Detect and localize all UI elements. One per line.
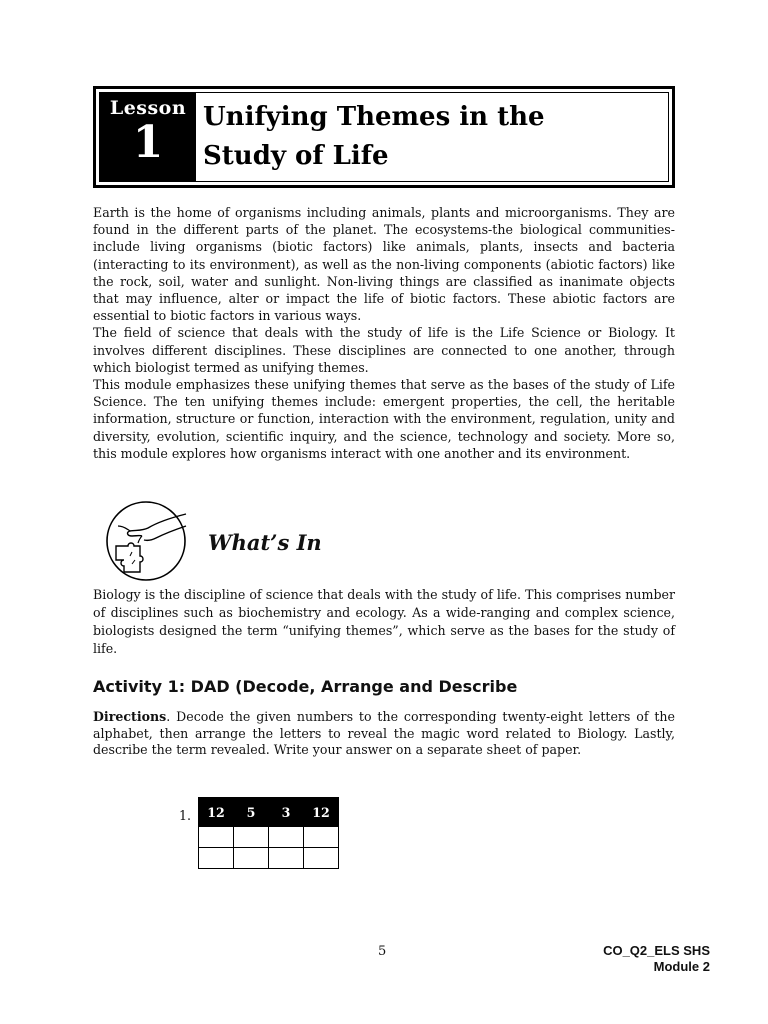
code-row — [199, 798, 339, 827]
answer-cell[interactable] — [269, 827, 304, 848]
directions-paragraph — [93, 709, 675, 759]
lesson-label: Lesson — [109, 97, 187, 119]
answer-cell[interactable] — [304, 848, 339, 869]
intro-section — [93, 204, 675, 462]
directions-text: . Decode the given numbers to the corresponding twenty-eight letters of the alphabet, then arrange the letters to reveal the magic word related to Biology. Lastly, describe the term revealed. Write your answer on a separate sheet of paper. — [93, 709, 675, 757]
directions — [93, 709, 675, 759]
whats-in-heading: What’s In — [208, 530, 322, 555]
code-cell: 3 — [269, 798, 304, 827]
hand-puzzle-icon — [102, 500, 194, 582]
intro-paragraph: This module emphasizes these unifying themes that serve as the bases of the study of Life Science. The ten unifying themes include: emergent properties, the cell, the heritable information, structure or function, interaction with the environment, regulation, unity and diversity, evolution, scientific inquiry, and the science, technology and society. More so, this module explores how organisms interact with one another and its environment. — [93, 377, 675, 461]
lesson-title-line-1: Unifying Themes in the — [203, 102, 545, 132]
item-number: 1. — [179, 808, 192, 823]
decode-table — [198, 797, 339, 869]
code-cell: 12 — [199, 798, 234, 827]
lesson-title-line-2: Study of Life — [203, 141, 389, 171]
module-code — [603, 943, 710, 975]
whats-in-paragraph: Biology is the discipline of science that deals with the study of life. This comprises number of disciplines such as biochemistry and ecology. As a wide-ranging and complex science, biologists designed the term “unifying themes”, which serve as the bases for the study of life. — [93, 587, 675, 656]
intro-paragraph: Earth is the home of organisms including animals, plants and microorganisms. They are found in the different parts of the planet. The ecosystems-the biological communities- include living organisms (biotic factors) like animals, plants, insects and bacteria (interacting to its environment), as well as the non-living components (abiotic factors) like the rock, soil, water and sunlight. Non-living things are classified as inanimate objects that may influence, alter or impact the life of biotic factors. These abiotic factors are essential to biotic factors in various ways. — [93, 205, 675, 324]
page-number: 5 — [378, 944, 387, 959]
code-cell: 12 — [304, 798, 339, 827]
answer-cell[interactable] — [304, 827, 339, 848]
module-code-line-2: Module 2 — [653, 959, 710, 974]
answer-row — [199, 848, 339, 869]
directions-label: Directions — [93, 709, 167, 724]
answer-cell[interactable] — [199, 827, 234, 848]
module-code-line-1: CO_Q2_ELS SHS — [603, 943, 710, 958]
answer-cell[interactable] — [234, 827, 269, 848]
intro-paragraph: The field of science that deals with the study of life is the Life Science or Biology. It involves different disciplines. These disciplines are connected to one another, through which biologist termed as unifying themes. — [93, 325, 675, 375]
lesson-number-box — [100, 93, 196, 181]
answer-cell[interactable] — [269, 848, 304, 869]
answer-cell[interactable] — [234, 848, 269, 869]
lesson-number: 1 — [132, 117, 164, 168]
activity-title: Activity 1: DAD (Decode, Arrange and Describe — [93, 677, 518, 696]
lesson-banner — [93, 86, 675, 188]
whats-in-text — [93, 586, 675, 658]
code-cell: 5 — [234, 798, 269, 827]
answer-row — [199, 827, 339, 848]
lesson-title — [203, 98, 663, 176]
answer-cell[interactable] — [199, 848, 234, 869]
